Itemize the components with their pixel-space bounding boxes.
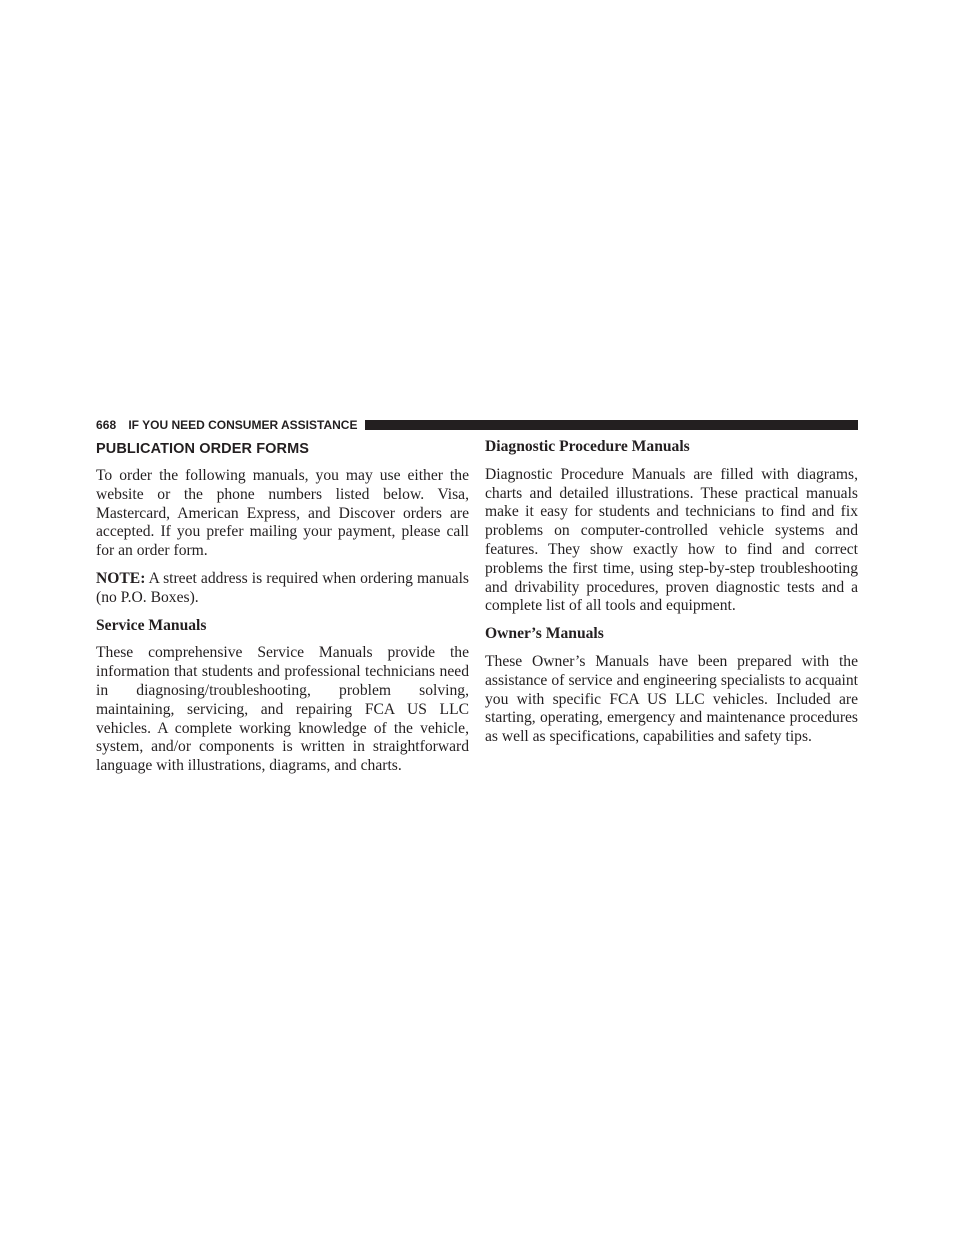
diagnostic-manuals-heading: Diagnostic Procedure Manuals: [485, 438, 690, 455]
service-manuals-heading: Service Manuals: [96, 616, 207, 634]
section-title: PUBLICATION ORDER FORMS: [96, 441, 310, 457]
diagnostic-manuals-paragraph: Diagnostic Procedure Manuals are filled with diagrams, charts and detailed illustrations. These practical manuals make it easy for students and technicians to find and fix problems on computer-controlled vehicle systems and features. They show exactly how to find and correct problems the first time, using step-by-step troubleshooting and drivability procedures, proven diagnostic tests and a complete list of all tools and equipment.: [485, 465, 858, 615]
header-rule-bar: [365, 420, 858, 430]
page-number: 668: [96, 418, 117, 432]
note-text: A street address is required when ordering manuals (no P.O. Boxes).: [96, 569, 469, 606]
note-label: NOTE:: [96, 569, 146, 587]
running-head: IF YOU NEED CONSUMER ASSISTANCE: [128, 418, 358, 432]
owners-manuals-heading: Owner’s Manuals: [485, 625, 604, 643]
page-header: [96, 416, 858, 434]
note-paragraph: [96, 570, 469, 608]
service-manuals-paragraph: These comprehensive Service Manuals provide the information that students and professional technicians need in diagnosing/troubleshooting, problem solving, maintaining, servicing, and repairing FCA US LLC vehicles. A complete working knowledge of the vehicle, system, and/or components is written in straightforward language with illustrations, diagrams, and charts.: [96, 644, 469, 775]
owners-manuals-paragraph: These Owner’s Manuals have been prepared with the assistance of service and engineering specialists to acquaint you with specific FCA US LLC vehicles. Included are starting, operating, emergency and maintenance procedures as well as specifications, capabilities and safety tips.: [485, 652, 858, 746]
intro-paragraph: To order the following manuals, you may use either the website or the phone numbers listed below. Visa, Mastercard, American Express, and Discover orders are accepted. If you prefer mailing your payment, please call for an order form.: [96, 467, 469, 560]
left-column: [96, 438, 469, 776]
right-column: [485, 438, 858, 747]
